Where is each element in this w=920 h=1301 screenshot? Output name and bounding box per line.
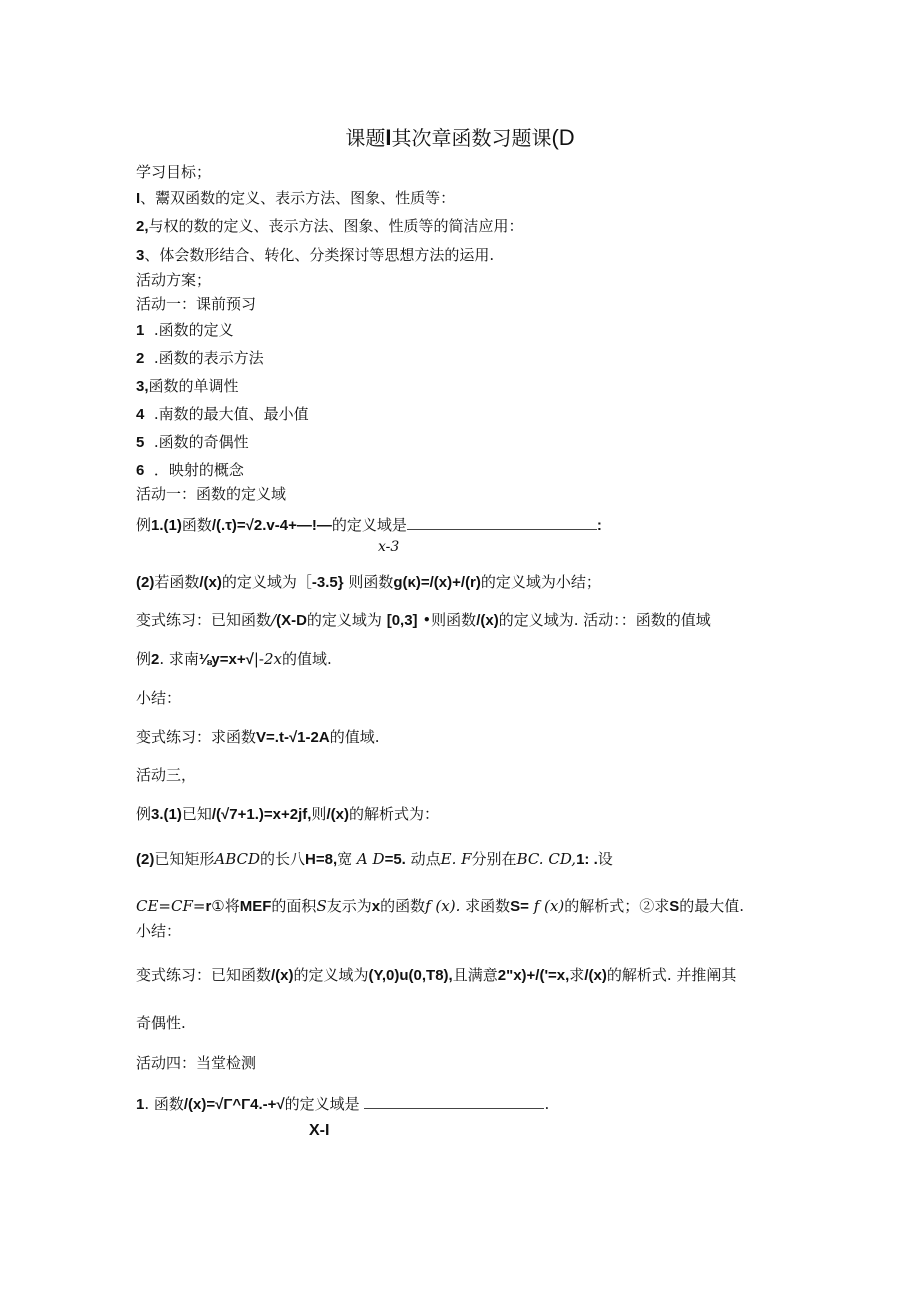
activity3-heading: 活动三，: [136, 766, 197, 784]
answer-blank[interactable]: [364, 1094, 544, 1109]
example-prefix: 例: [136, 516, 152, 534]
math-italic: E. F: [440, 850, 472, 868]
math-expression: x: [371, 898, 381, 915]
objectives-heading: 学习目标；: [136, 163, 212, 181]
text-run: . 函数: [144, 1095, 184, 1113]
text-run: 已知: [181, 805, 212, 823]
math-italic: A D: [356, 850, 385, 868]
math-symbol: /: [271, 611, 277, 629]
math-expression: /(.τ)=√2.v-4+—!—: [211, 517, 332, 534]
text-run: 的长八: [260, 850, 306, 868]
text-run: 变式练习：已知函数: [136, 611, 272, 629]
preview-item-3: [136, 376, 239, 397]
activity1-heading: 活动一：课前预习: [136, 295, 257, 313]
text-run: 函数: [181, 516, 212, 534]
summary-2: 小结：: [136, 922, 182, 940]
title-suffix: (D: [551, 125, 575, 150]
text-run: 的最大值.: [679, 897, 744, 915]
text-run: 已知矩形: [154, 850, 215, 868]
example-number: 2: [151, 651, 160, 668]
part-number: (2): [136, 574, 155, 591]
activity-domain-heading: 活动一：函数的定义域: [136, 485, 287, 503]
text-run: 例: [136, 650, 152, 668]
math-expression: MEF: [239, 898, 272, 915]
period: .: [544, 1095, 550, 1113]
text-run: 则函数: [348, 573, 394, 591]
text-run: 求函数: [465, 897, 511, 915]
plan-heading: 活动方案；: [136, 271, 212, 289]
preview-item-6: [136, 460, 244, 481]
text-run: . 求南: [159, 650, 199, 668]
preview-text: .南数的最大值、最小值: [153, 405, 309, 423]
math-expression: (Y,0)u(0,T8),: [368, 967, 453, 984]
preview-text: 函数的单调性: [148, 377, 239, 395]
math-expression: V=.t-√1-2A: [256, 729, 330, 746]
text-run: 变式练习：已知函数: [136, 966, 272, 984]
objective-item-2: [136, 216, 524, 237]
math-italic: f (x).: [425, 897, 461, 915]
text-run: 宽: [337, 850, 353, 868]
preview-text: .函数的表示方法: [153, 349, 264, 367]
preview-num: 1: [136, 322, 145, 339]
math-expression: /(x): [271, 967, 294, 984]
math-expression: /(x): [326, 806, 349, 823]
text-run: 的解析式；②求: [564, 897, 670, 915]
preview-text: ．映射的概念: [153, 461, 244, 479]
objective-item-3: [136, 245, 494, 266]
objective-text: 、体会数形结合、转化、分类探讨等思想方法的运用.: [144, 246, 495, 264]
math-expression: -3.5}: [311, 574, 344, 591]
math-italic: ABCD: [214, 850, 260, 868]
example-number: 3.(1): [151, 806, 182, 823]
example1-line: [136, 515, 602, 536]
text-run: 例: [136, 805, 152, 823]
preview-num: 6: [136, 462, 145, 479]
math-expression: ⅛y=x+√: [198, 651, 254, 668]
example2-line: [136, 649, 332, 670]
math-expression: /(√7+1.)=x+2jf,: [211, 806, 312, 823]
text-run: |-: [253, 650, 264, 668]
variant3-line: [136, 965, 736, 986]
title-prefix: 课题: [345, 126, 386, 150]
example3-part2: [136, 849, 613, 870]
text-run: 动点: [410, 850, 441, 868]
math-italic: BC. CD,: [516, 850, 577, 868]
objective-text: 、鬻双函数的定义、表示方法、图象、性质等：: [140, 189, 456, 207]
math-expression: H=8,: [305, 851, 338, 868]
math-italic: S: [316, 897, 327, 915]
summary-1: 小结：: [136, 689, 182, 707]
colon: :: [596, 517, 602, 534]
text-run: 若函数: [154, 573, 200, 591]
math-expression: S=: [510, 898, 529, 915]
text-run: 的值域.: [329, 728, 380, 746]
text-run: 变式练习：求函数: [136, 728, 257, 746]
text-run: 的定义域为［: [221, 573, 312, 591]
math-expression: 2"x)+/('=x,: [497, 967, 570, 984]
math-expression: [0,3]: [386, 612, 418, 629]
text-run: 的函数: [380, 897, 426, 915]
preview-num: 3,: [136, 378, 149, 395]
text-run: 的面积: [271, 897, 317, 915]
preview-num: 4: [136, 406, 145, 423]
objective-text: 与权的数的定义、丧示方法、图象、性质等的简洁应用：: [148, 217, 524, 235]
preview-text: .函数的定义: [153, 321, 234, 339]
math-expression: /(x): [476, 612, 499, 629]
preview-item-2: [136, 348, 264, 369]
activity4-heading: 活动四：当堂检测: [136, 1054, 257, 1072]
test1-line: [136, 1094, 549, 1115]
text-run: 的定义域为: [293, 966, 369, 984]
objective-item-1: [136, 188, 455, 209]
part-number: (2): [136, 851, 155, 868]
math-expression: r: [205, 898, 212, 915]
fraction-denominator: X-I: [309, 1122, 330, 1139]
objective-num: I: [136, 190, 141, 207]
text-run: 友示为: [326, 897, 372, 915]
preview-item-5: [136, 432, 249, 453]
text-run: 求: [569, 966, 585, 984]
preview-item-1: [136, 320, 234, 341]
text-run: 的定义域为. 活动：：函数的值域: [498, 611, 711, 629]
objective-num: 3: [136, 247, 145, 264]
text-run: 则: [311, 805, 327, 823]
text-run: 设: [597, 850, 613, 868]
text-run: 的解析式为：: [348, 805, 439, 823]
objective-num: 2,: [136, 218, 149, 235]
preview-num: 5: [136, 434, 145, 451]
text-run: 的值域.: [282, 650, 332, 668]
page-title: [0, 124, 920, 152]
math-italic: f (x): [533, 897, 565, 915]
math-expression: /(x): [584, 967, 607, 984]
text-run: 分别在: [471, 850, 517, 868]
text-run: 的定义域为小结；: [480, 573, 601, 591]
question-number: 1: [136, 1096, 145, 1113]
variant3-cont: 奇偶性.: [136, 1014, 186, 1032]
math-italic: 2x: [263, 650, 282, 668]
text-run: 的定义域是: [284, 1095, 360, 1113]
variant2-line: [136, 727, 379, 748]
title-bold-i: I: [385, 125, 392, 150]
preview-num: 2: [136, 350, 145, 367]
example1-part2: [136, 572, 601, 593]
example-number: 1.(1): [151, 517, 182, 534]
math-expression: (X-D: [276, 612, 307, 629]
math-expression: /(x)=√Γ^Γ4.-+√: [183, 1096, 285, 1113]
math-expression: 1: .: [576, 851, 598, 868]
example3-line: [136, 804, 439, 825]
example3-part2-cont: [136, 896, 744, 917]
math-expression: g(κ)=/(x)+/(r): [393, 574, 481, 591]
math-expression: /(x): [199, 574, 222, 591]
text-run: •则函数: [422, 611, 477, 629]
title-middle: 其次章函数习题课: [391, 126, 552, 150]
math-italic: CE=CF=: [136, 897, 206, 915]
math-expression: S: [669, 898, 680, 915]
text-run: 的定义域为: [306, 611, 382, 629]
math-expression: =5.: [384, 851, 406, 868]
variant1-line: [136, 610, 711, 631]
answer-blank[interactable]: [407, 515, 597, 530]
text-run: 的定义域是: [331, 516, 407, 534]
preview-text: .函数的奇偶性: [153, 433, 249, 451]
preview-item-4: [136, 404, 309, 425]
text-run: 且满意: [452, 966, 498, 984]
text-run: ①将: [211, 897, 240, 915]
text-run: 的解析式. 并推阐其: [606, 966, 737, 984]
fraction-denominator: x-3: [378, 539, 400, 555]
